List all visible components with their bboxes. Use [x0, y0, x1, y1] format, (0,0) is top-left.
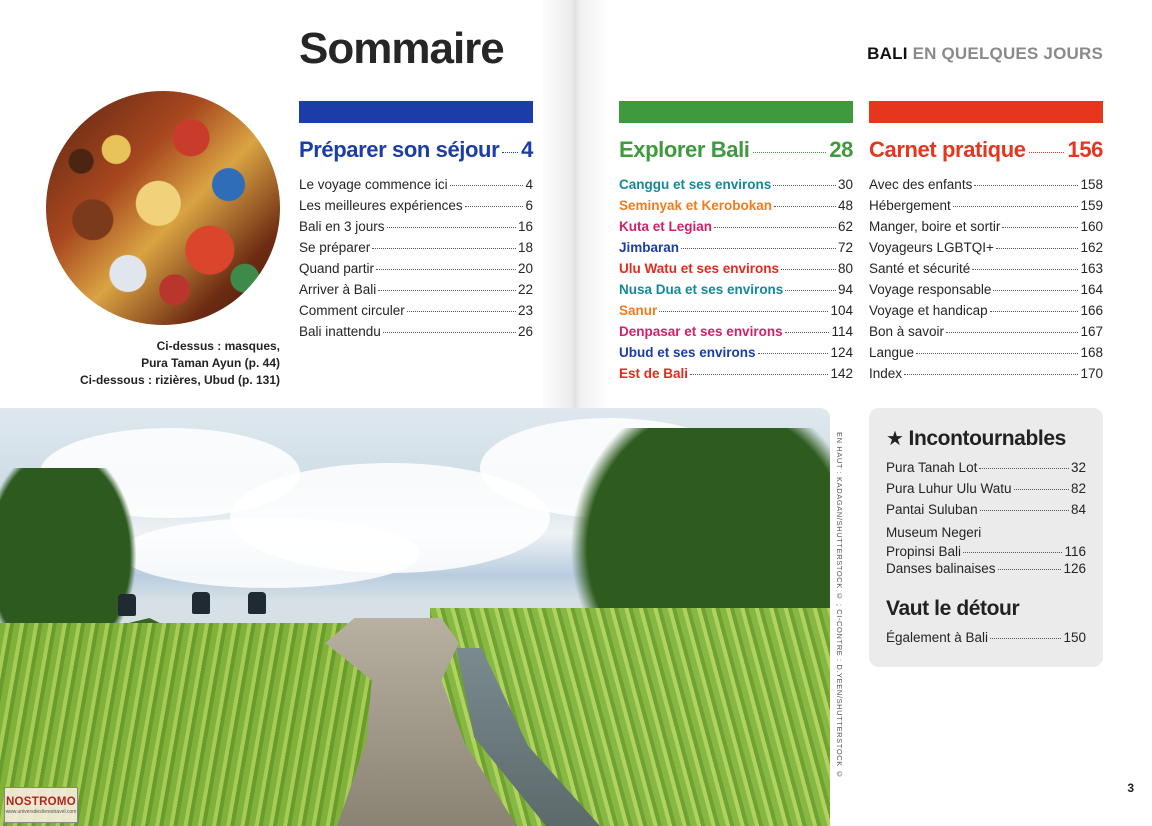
running-head-strong: BALI — [867, 44, 908, 63]
toc-item[interactable] — [619, 303, 853, 324]
caption-line-1: Ci-dessus : masques, — [156, 339, 280, 353]
toc-item[interactable] — [299, 261, 533, 282]
toc-item-label: Les meilleures expériences — [299, 198, 463, 213]
toc-item-page: 164 — [1080, 282, 1103, 297]
cyclist-shape — [248, 592, 266, 614]
toc-item[interactable] — [619, 219, 853, 240]
toc-item-page: 4 — [525, 177, 533, 192]
toc-item-label: Danses balinaises — [886, 561, 996, 576]
toc-item[interactable] — [869, 219, 1103, 240]
toc-item-label: Pura Luhur Ulu Watu — [886, 481, 1012, 496]
toc-item-label: Nusa Dua et ses environs — [619, 282, 784, 297]
section-title: Explorer Bali — [619, 137, 750, 162]
running-head — [867, 44, 1103, 64]
photo-credit: EN HAUT : KADAGAN/SHUTTERSTOCK © ; CI-CONTRE : D.YEEN/SHUTTERSTOCK © — [835, 432, 844, 780]
toc-item[interactable] — [869, 240, 1103, 261]
section-color-bar — [619, 101, 853, 123]
toc-item-page: 72 — [837, 240, 853, 255]
running-head-light: EN QUELQUES JOURS — [912, 44, 1103, 63]
detour-heading: Vaut le détour — [886, 597, 1020, 620]
toc-item[interactable] — [299, 177, 533, 198]
dot-leader — [972, 269, 1078, 270]
dot-leader — [1014, 489, 1069, 490]
toc-item-page: 116 — [1064, 544, 1086, 559]
toc-item-page: 166 — [1080, 303, 1103, 318]
toc-item[interactable] — [619, 261, 853, 282]
toc-item-page: 142 — [830, 366, 853, 381]
dot-leader — [1002, 227, 1078, 228]
dot-leader — [372, 248, 516, 249]
dot-leader — [1029, 152, 1065, 153]
toc-item[interactable] — [619, 240, 853, 261]
rice-terraces-photo — [0, 408, 830, 826]
dot-leader — [993, 290, 1078, 291]
section-heading[interactable] — [619, 137, 853, 163]
toc-item-page: 22 — [517, 282, 533, 297]
section-heading[interactable] — [869, 137, 1103, 163]
toc-item-label: Jimbaran — [619, 240, 680, 255]
toc-item-page: 162 — [1080, 240, 1103, 255]
toc-item-page: 18 — [517, 240, 533, 255]
toc-item[interactable] — [619, 198, 853, 219]
incontournables-list — [886, 460, 1086, 582]
dot-leader — [758, 353, 829, 354]
dot-leader — [904, 374, 1078, 375]
toc-item-label: Est de Bali — [619, 366, 689, 381]
cyclist-shape — [192, 592, 210, 614]
dot-leader — [465, 206, 524, 207]
toc-item[interactable] — [886, 481, 1086, 502]
toc-item-label: Quand partir — [299, 261, 375, 276]
toc-list-carnet — [869, 177, 1103, 387]
toc-item-label: Hébergement — [869, 198, 951, 213]
toc-item[interactable] — [869, 366, 1103, 387]
dot-leader — [774, 206, 836, 207]
toc-item-page: 158 — [1080, 177, 1103, 192]
toc-item-page: 168 — [1080, 345, 1103, 360]
toc-item[interactable] — [299, 303, 533, 324]
toc-item-page: 84 — [1070, 502, 1086, 517]
toc-item-label-line2: Propinsi Bali — [886, 544, 962, 559]
toc-item-page: 26 — [517, 324, 533, 339]
toc-item[interactable] — [886, 630, 1086, 651]
toc-item[interactable] — [869, 303, 1103, 324]
toc-item-page: 94 — [837, 282, 853, 297]
dot-leader — [980, 510, 1069, 511]
incontournables-title: Incontournables — [908, 426, 1066, 450]
caption-line-2: Pura Taman Ayun (p. 44) — [141, 356, 280, 370]
toc-item[interactable] — [869, 324, 1103, 345]
dot-leader — [990, 311, 1079, 312]
dot-leader — [502, 152, 518, 153]
toc-item[interactable] — [869, 177, 1103, 198]
toc-item[interactable] — [886, 502, 1086, 523]
dot-leader — [383, 332, 516, 333]
toc-item-page: 23 — [517, 303, 533, 318]
dot-leader — [963, 552, 1062, 553]
toc-item-label: Bali inattendu — [299, 324, 381, 339]
nostromo-logo — [4, 787, 78, 823]
toc-item[interactable] — [886, 460, 1086, 481]
cloud-shape — [120, 518, 420, 588]
toc-item-page: 114 — [831, 324, 853, 339]
dot-leader — [773, 185, 836, 186]
toc-item[interactable] — [299, 324, 533, 345]
toc-item-label: Arriver à Bali — [299, 282, 377, 297]
toc-item-label: Ulu Watu et ses environs — [619, 261, 780, 276]
dot-leader — [450, 185, 524, 186]
toc-item-label: Denpasar et ses environs — [619, 324, 783, 339]
toc-item-label: Comment circuler — [299, 303, 405, 318]
toc-item-label: Pura Tanah Lot — [886, 460, 978, 475]
toc-item[interactable] — [869, 198, 1103, 219]
toc-item-label: Index — [869, 366, 903, 381]
caption-line-3: Ci-dessous : rizières, Ubud (p. 131) — [79, 373, 280, 387]
toc-item[interactable] — [299, 240, 533, 261]
toc-item-label: Bon à savoir — [869, 324, 945, 339]
dot-leader — [785, 332, 830, 333]
section-explorer — [619, 101, 853, 387]
page-number: 3 — [1127, 781, 1134, 795]
toc-item[interactable] — [886, 523, 1086, 561]
dot-leader — [387, 227, 516, 228]
toc-item[interactable] — [619, 177, 853, 198]
toc-item[interactable] — [299, 219, 533, 240]
dot-leader — [378, 290, 516, 291]
page-gutter-shadow — [540, 0, 610, 410]
section-page: 4 — [521, 137, 533, 162]
toc-item-page: 159 — [1080, 198, 1103, 213]
toc-item-page: 126 — [1063, 561, 1086, 576]
section-heading[interactable] — [299, 137, 533, 163]
toc-item-page: 62 — [837, 219, 853, 234]
toc-item[interactable] — [299, 198, 533, 219]
toc-item-page: 20 — [517, 261, 533, 276]
detour-list — [886, 630, 1086, 651]
dot-leader — [781, 269, 836, 270]
toc-item-label: Santé et sécurité — [869, 261, 971, 276]
toc-item-page: 104 — [830, 303, 853, 318]
section-page: 156 — [1067, 137, 1103, 162]
toc-item[interactable] — [886, 561, 1086, 582]
section-title: Carnet pratique — [869, 137, 1026, 162]
toc-item-label: Bali en 3 jours — [299, 219, 385, 234]
section-color-bar — [299, 101, 533, 123]
photo-caption — [40, 338, 280, 389]
toc-item-page: 150 — [1063, 630, 1086, 645]
dot-leader — [916, 353, 1078, 354]
toc-item-page: 32 — [1070, 460, 1086, 475]
logo-name: NOSTROMO — [5, 796, 77, 808]
toc-item-label: Voyage et handicap — [869, 303, 988, 318]
toc-item-label: Langue — [869, 345, 915, 360]
toc-item-label: Pantai Suluban — [886, 502, 978, 517]
toc-item[interactable] — [619, 366, 853, 387]
dot-leader — [407, 311, 516, 312]
toc-item-label: Le voyage commence ici — [299, 177, 448, 192]
section-carnet — [869, 101, 1103, 387]
toc-item-page: 6 — [525, 198, 533, 213]
toc-item-label: Ubud et ses environs — [619, 345, 756, 360]
toc-item-page: 16 — [517, 219, 533, 234]
section-title: Préparer son séjour — [299, 137, 500, 162]
toc-item-page: 163 — [1080, 261, 1103, 276]
toc-item-label: Canggu et ses environs — [619, 177, 772, 192]
toc-item-page: 160 — [1080, 219, 1103, 234]
dot-leader — [996, 248, 1079, 249]
logo-tagline: www.universdeslivrestravel.com — [5, 809, 77, 815]
toc-item-label: Avec des enfants — [869, 177, 973, 192]
toc-item-page: 48 — [837, 198, 853, 213]
dot-leader — [690, 374, 828, 375]
dot-leader — [990, 638, 1061, 639]
toc-item-label: Seminyak et Kerobokan — [619, 198, 773, 213]
toc-item-page: 82 — [1070, 481, 1086, 496]
toc-item-page: 80 — [837, 261, 853, 276]
toc-item[interactable] — [869, 282, 1103, 303]
dot-leader — [953, 206, 1079, 207]
dot-leader — [946, 332, 1078, 333]
dot-leader — [753, 152, 827, 153]
dot-leader — [376, 269, 516, 270]
cyclist-shape — [118, 594, 136, 616]
toc-item-label: Manger, boire et sortir — [869, 219, 1001, 234]
toc-list-explorer — [619, 177, 853, 387]
section-preparer — [299, 101, 533, 345]
toc-item-label: Kuta et Legian — [619, 219, 713, 234]
star-icon: ★ — [886, 428, 904, 450]
toc-item[interactable] — [619, 345, 853, 366]
incontournables-box — [869, 408, 1103, 667]
toc-item[interactable] — [619, 282, 853, 303]
toc-item[interactable] — [299, 282, 533, 303]
toc-item-page: 124 — [830, 345, 853, 360]
toc-item[interactable] — [619, 324, 853, 345]
toc-item-label: Également à Bali — [886, 630, 989, 645]
toc-list-preparer — [299, 177, 533, 345]
toc-item[interactable] — [869, 345, 1103, 366]
toc-item[interactable] — [869, 261, 1103, 282]
toc-item-label-line1: Museum Negeri — [886, 525, 982, 540]
toc-item-page: 170 — [1080, 366, 1103, 381]
section-page: 28 — [829, 137, 853, 162]
section-color-bar — [869, 101, 1103, 123]
toc-item-page: 30 — [837, 177, 853, 192]
page-title: Sommaire — [299, 24, 504, 73]
toc-item-label: Se préparer — [299, 240, 371, 255]
dot-leader — [659, 311, 828, 312]
dot-leader — [998, 569, 1062, 570]
toc-item-label: Sanur — [619, 303, 658, 318]
dot-leader — [785, 290, 836, 291]
dot-leader — [979, 468, 1069, 469]
toc-item-label: Voyage responsable — [869, 282, 992, 297]
incontournables-heading — [886, 426, 1086, 451]
masks-photo — [46, 91, 280, 325]
toc-item-page: 167 — [1080, 324, 1103, 339]
dot-leader — [974, 185, 1078, 186]
dot-leader — [681, 248, 836, 249]
dot-leader — [714, 227, 836, 228]
toc-item-label: Voyageurs LGBTQI+ — [869, 240, 994, 255]
